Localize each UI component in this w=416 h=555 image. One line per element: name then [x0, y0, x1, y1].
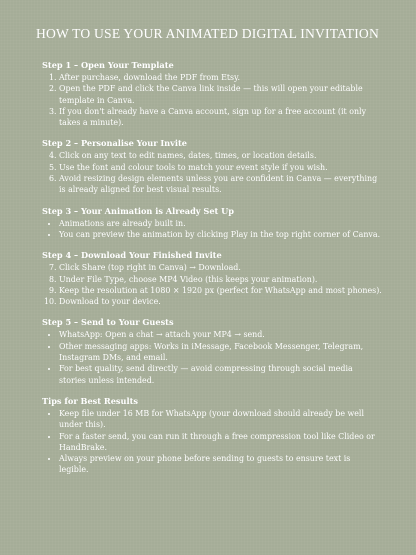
list-item: • Other messaging apps: Works in iMessage, Facebook Messenger, Telegram, Instagram DMs, and email. [59, 341, 382, 364]
list-item: 5. Use the font and colour tools to match your event style if you wish. [59, 162, 382, 173]
step-1-list [42, 72, 382, 128]
step-5-list [42, 329, 382, 385]
list-item: 2. Open the PDF and click the Canva link inside — this will open your editable template in Canva. [59, 83, 382, 106]
page-title: HOW TO USE YOUR ANIMATED DIGITAL INVITATION [36, 26, 379, 41]
tips-list [42, 408, 382, 476]
step-4-heading: Step 4 – Download Your Finished Invite [42, 250, 222, 261]
tips-heading: Tips for Best Results [42, 395, 138, 406]
step-3-list [42, 218, 382, 241]
list-item: • For a faster send, you can run it through a free compression tool like Clideo or HandBrake. [59, 431, 382, 454]
step-2-heading: Step 2 – Personalise Your Invite [42, 138, 187, 149]
step-4-list [42, 262, 382, 307]
tips-section [42, 396, 382, 476]
list-item: • Always preview on your phone before sending to guests to ensure text is legible. [59, 453, 382, 476]
step-3-heading: Step 3 – Your Animation is Already Set Up [42, 205, 235, 216]
step-4-section [42, 250, 382, 307]
step-1-heading: Step 1 – Open Your Template [42, 60, 174, 70]
step-5-heading: Step 5 – Send to Your Guests [42, 317, 174, 328]
list-item: 7. Click Share (top right in Canva) → Download. [59, 262, 382, 273]
list-item: • You can preview the animation by clicking Play in the top right corner of Canva. [59, 229, 382, 240]
list-item: • Animations are already built in. [59, 218, 382, 229]
list-item: • WhatsApp: Open a chat → attach your MP4 → send. [59, 329, 382, 340]
list-item: 8. Under File Type, choose MP4 Video (this keeps your animation). [59, 274, 382, 285]
list-item: 9. Keep the resolution at 1080 × 1920 px (perfect for WhatsApp and most phones). [59, 285, 382, 296]
list-item: 4. Click on any text to edit names, dates, times, or location details. [59, 150, 382, 161]
list-item: 3. If you don't already have a Canva account, sign up for a free account (it only takes a minute). [59, 106, 382, 129]
list-item: • Keep file under 16 MB for WhatsApp (your download should already be well under this). [59, 408, 382, 431]
list-item: • For best quality, send directly — avoid compressing through social media stories unless intended. [59, 363, 382, 386]
list-item: 1. After purchase, download the PDF from Etsy. [59, 72, 382, 83]
step-2-section [42, 138, 382, 195]
list-item: 10. Download to your device. [59, 296, 382, 307]
step-3-section [42, 206, 382, 241]
step-1-section [42, 60, 382, 128]
step-2-list [42, 150, 382, 195]
step-5-section [42, 317, 382, 385]
list-item: 6. Avoid resizing design elements unless you are confident in Canva — everything is already aligned for best visual results. [59, 173, 382, 196]
